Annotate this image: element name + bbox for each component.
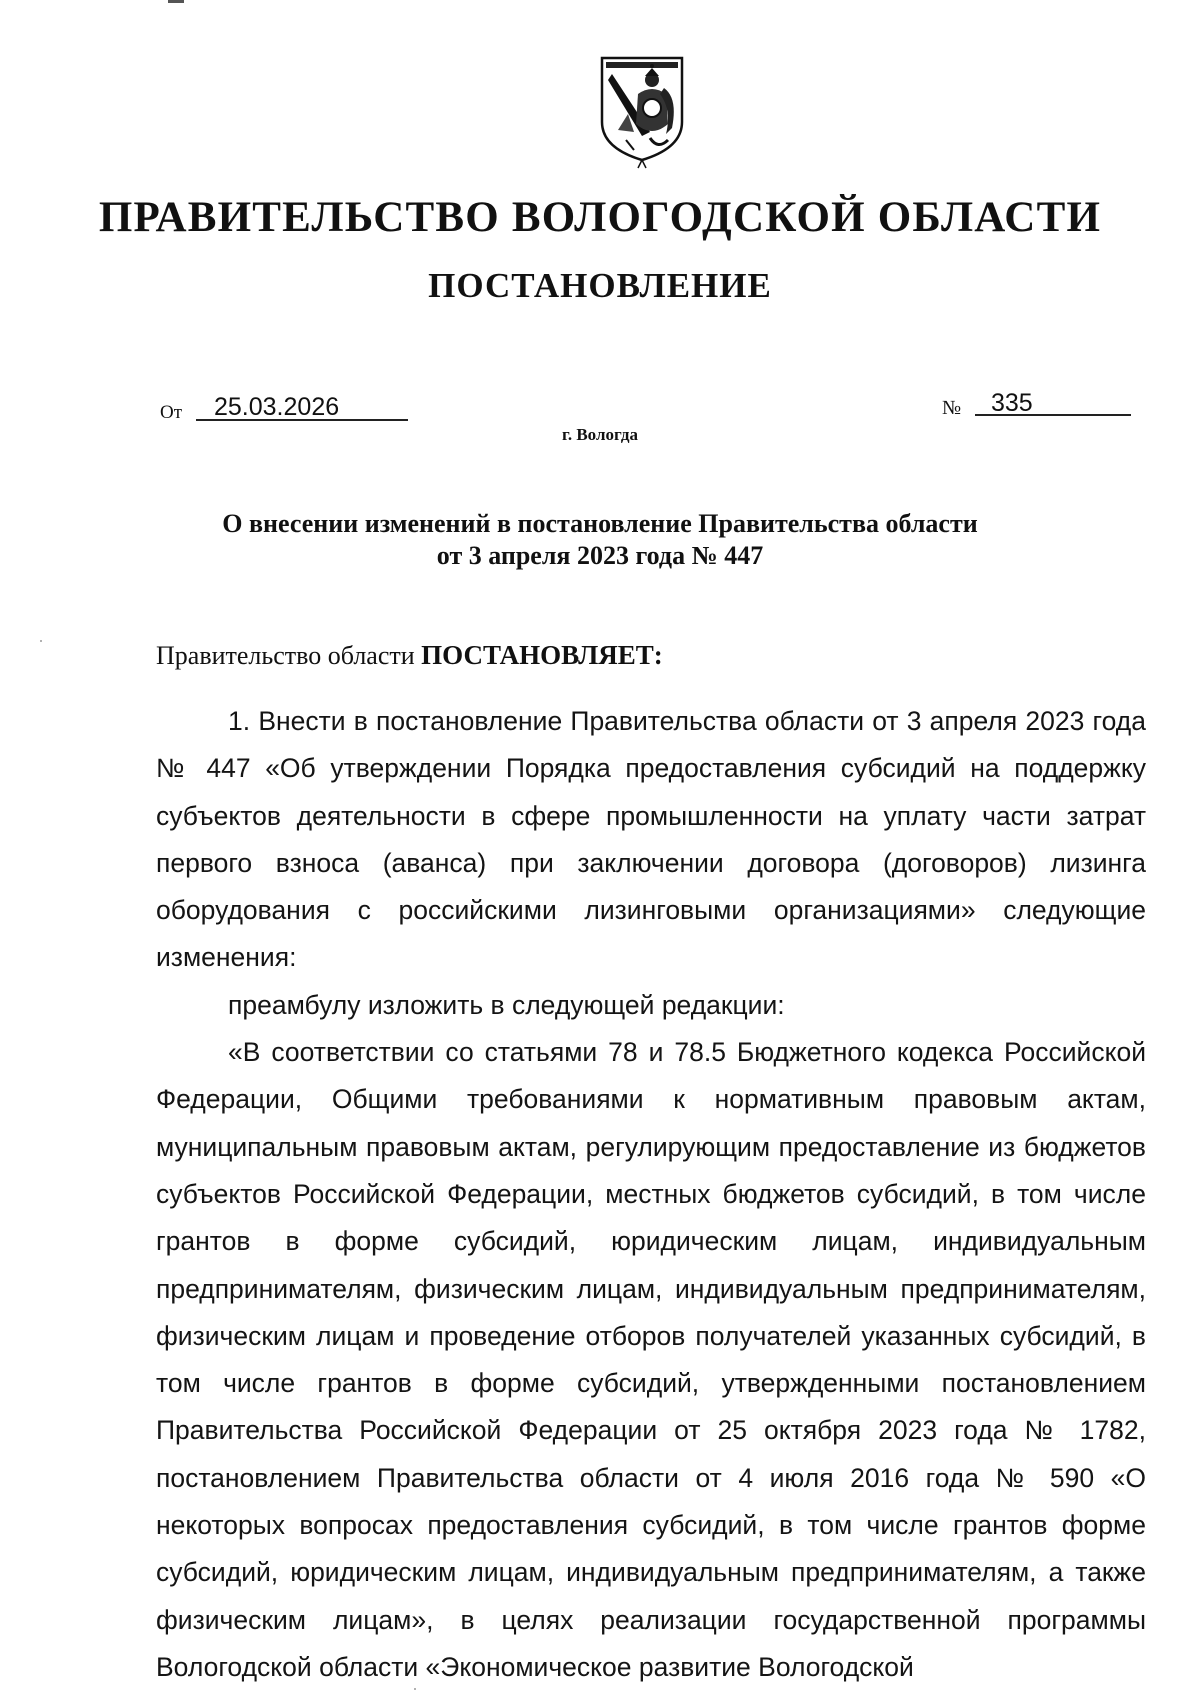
- body-paragraph: «В соответствии со статьями 78 и 78.5 Бюджетного кодекса Российской Федерации, Общими требованиями к нормативным правовым актам, муниципальным правовым актам, регулирующим предоставление из бюджетов субъектов Российской Федерации, местных бюджетов субсидий, в том числе грантов в форме субсидий, юридическим лицам, индивидуальным предпринимателям, физическим лицам, индивидуальным предпринимателям, физическим лицам и проведение отборов получателей указанных субсидий, в том числе грантов в форме субсидий, утвержденными постановлением Правительства Российской Федерации от 25 октября 2023 года № 1782, постановлением Правительства области от 4 июля 2016 года № 590 «О некоторых вопросах предоставления субсидий, в том числе грантов форме субсидий, юридическим лицам, индивидуальным предпринимателям, а также физическим лицам», в целях реализации государственной программы Вологодской области «Экономическое развитие Вологодской: [156, 1037, 1146, 1682]
- enacting-text: Правительство области: [156, 641, 422, 670]
- scan-edge-mark: [168, 0, 184, 3]
- document-body: [156, 698, 1146, 1691]
- document-type-heading: ПОСТАНОВЛЕНИЕ: [428, 266, 772, 305]
- document-date: 25.03.2026: [214, 393, 340, 421]
- scan-speck: [40, 640, 42, 642]
- body-paragraph: преамбулу изложить в следующей редакции:: [228, 989, 785, 1020]
- enacting-keyword: ПОСТАНОВЛЯЕТ:: [421, 640, 663, 670]
- subject-line-2: от 3 апреля 2023 года № 447: [436, 541, 764, 570]
- vologda-coat-of-arms-icon: [598, 54, 686, 172]
- document-subject: [0, 508, 1200, 572]
- scan-speck: [414, 1688, 416, 1690]
- enacting-clause: [156, 640, 663, 671]
- number-prefix: №: [942, 397, 962, 419]
- date-prefix: От: [160, 402, 183, 423]
- organization-title: ПРАВИТЕЛЬСТВО ВОЛОГОДСКОЙ ОБЛАСТИ: [98, 194, 1102, 241]
- document-number: 335: [991, 389, 1033, 417]
- body-paragraph: 1. Внести в постановление Правительства области от 3 апреля 2023 года № 447 «Об утверждении Порядка предоставления субсидий на поддержку субъектов деятельности в сфере промышленности на уплату части затрат первого взноса (аванса) при заключении договора (договоров) лизинга оборудования с российскими лизинговыми организациями» следующие изменения:: [156, 706, 1146, 973]
- subject-line-1: О внесении изменений в постановление Правительства области: [222, 509, 978, 538]
- city-label: г. Вологда: [562, 425, 638, 444]
